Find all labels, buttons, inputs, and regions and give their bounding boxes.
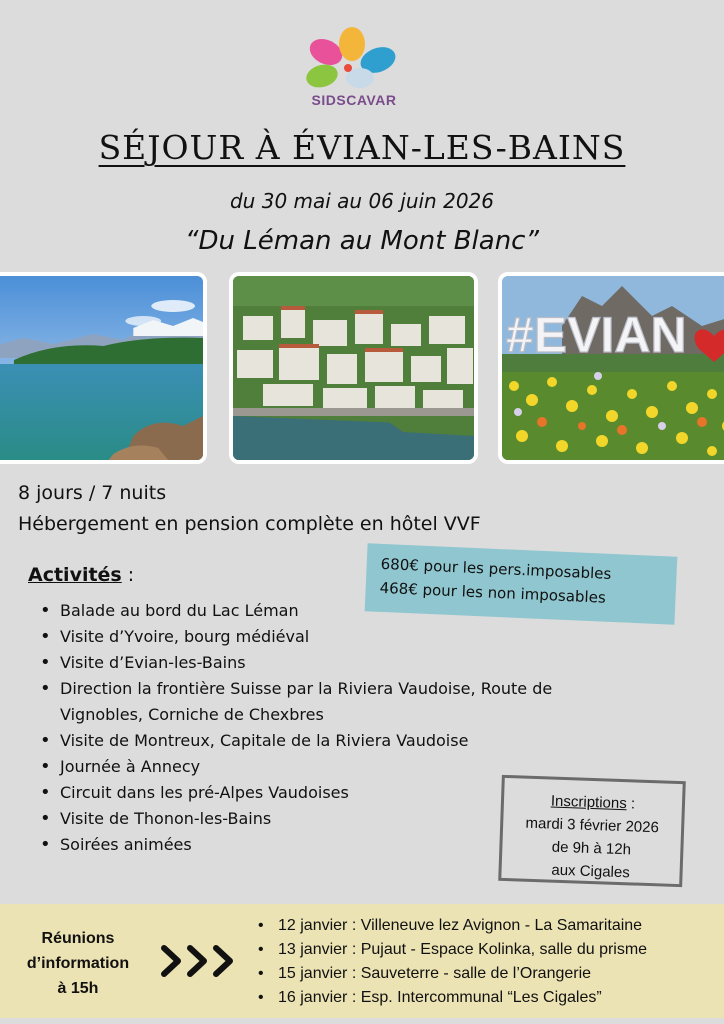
list-item: • 12 janvier : Villeneuve lez Avignon - La Samaritaine <box>256 914 647 938</box>
price-non-taxable: 468€ pour les non imposables <box>379 578 607 607</box>
stay-subtitle: “Du Léman au Mont Blanc” <box>185 226 539 256</box>
evian-sign-photo <box>498 272 724 464</box>
stay-info <box>18 478 481 540</box>
meetings-heading: Réunions d’information à 15h <box>26 930 130 997</box>
list-item: • Visite de Thonon-les-Bains <box>38 806 638 832</box>
list-item: • Journée à Annecy <box>38 754 638 780</box>
list-item: • Balade au bord du Lac Léman <box>38 598 638 624</box>
page-title: SÉJOUR À ÉVIAN-LES-BAINS <box>98 128 626 167</box>
list-item: • 13 janvier : Pujaut - Espace Kolinka, salle du prisme <box>256 938 647 962</box>
list-item: • Soirées animées <box>38 832 638 858</box>
stay-duration: 8 jours / 7 nuits <box>18 482 167 504</box>
meetings-list <box>256 914 647 1010</box>
logo-text: SIDSCAVAR <box>311 92 397 108</box>
list-item: • Circuit dans les pré-Alpes Vaudoises <box>38 780 638 806</box>
stay-lodging: Hébergement en pension complète en hôtel VVF <box>18 513 481 535</box>
list-item: • Visite d’Yvoire, bourg médiéval <box>38 624 638 650</box>
chevrons-right-icon <box>160 944 238 978</box>
list-item: • 16 janvier : Esp. Intercommunal “Les Cigales” <box>256 986 647 1010</box>
inscriptions-date: mardi 3 février 2026 <box>525 814 660 837</box>
inscriptions-place: aux Cigales <box>551 861 631 882</box>
activities-heading: Activités : <box>28 564 135 586</box>
list-item: • Visite d’Evian-les-Bains <box>38 650 638 676</box>
price-taxable: 680€ pour les pers.imposables <box>380 554 612 583</box>
sidscavar-logo <box>292 26 416 116</box>
inscriptions-hours: de 9h à 12h <box>551 838 632 859</box>
lake-photo <box>0 272 207 464</box>
list-item: • Visite de Montreux, Capitale de la Riviera Vaudoise <box>38 728 638 754</box>
list-item: • 15 janvier : Sauveterre - salle de l’Orangerie <box>256 962 647 986</box>
list-item: • Direction la frontière Suisse par la Riviera Vaudoise, Route de Vignobles, Corniche de Chexbres <box>38 676 638 728</box>
stay-dates: du 30 mai au 06 juin 2026 <box>229 189 494 213</box>
inscriptions-label: Inscriptions <box>550 792 628 813</box>
town-photo <box>229 272 478 464</box>
evian-sign-text: #EVIAN <box>506 307 687 363</box>
flower-icon <box>292 26 416 96</box>
inscriptions-box: Inscriptions : mardi 3 février 2026 de 9h à 12h aux Cigales <box>498 775 686 887</box>
